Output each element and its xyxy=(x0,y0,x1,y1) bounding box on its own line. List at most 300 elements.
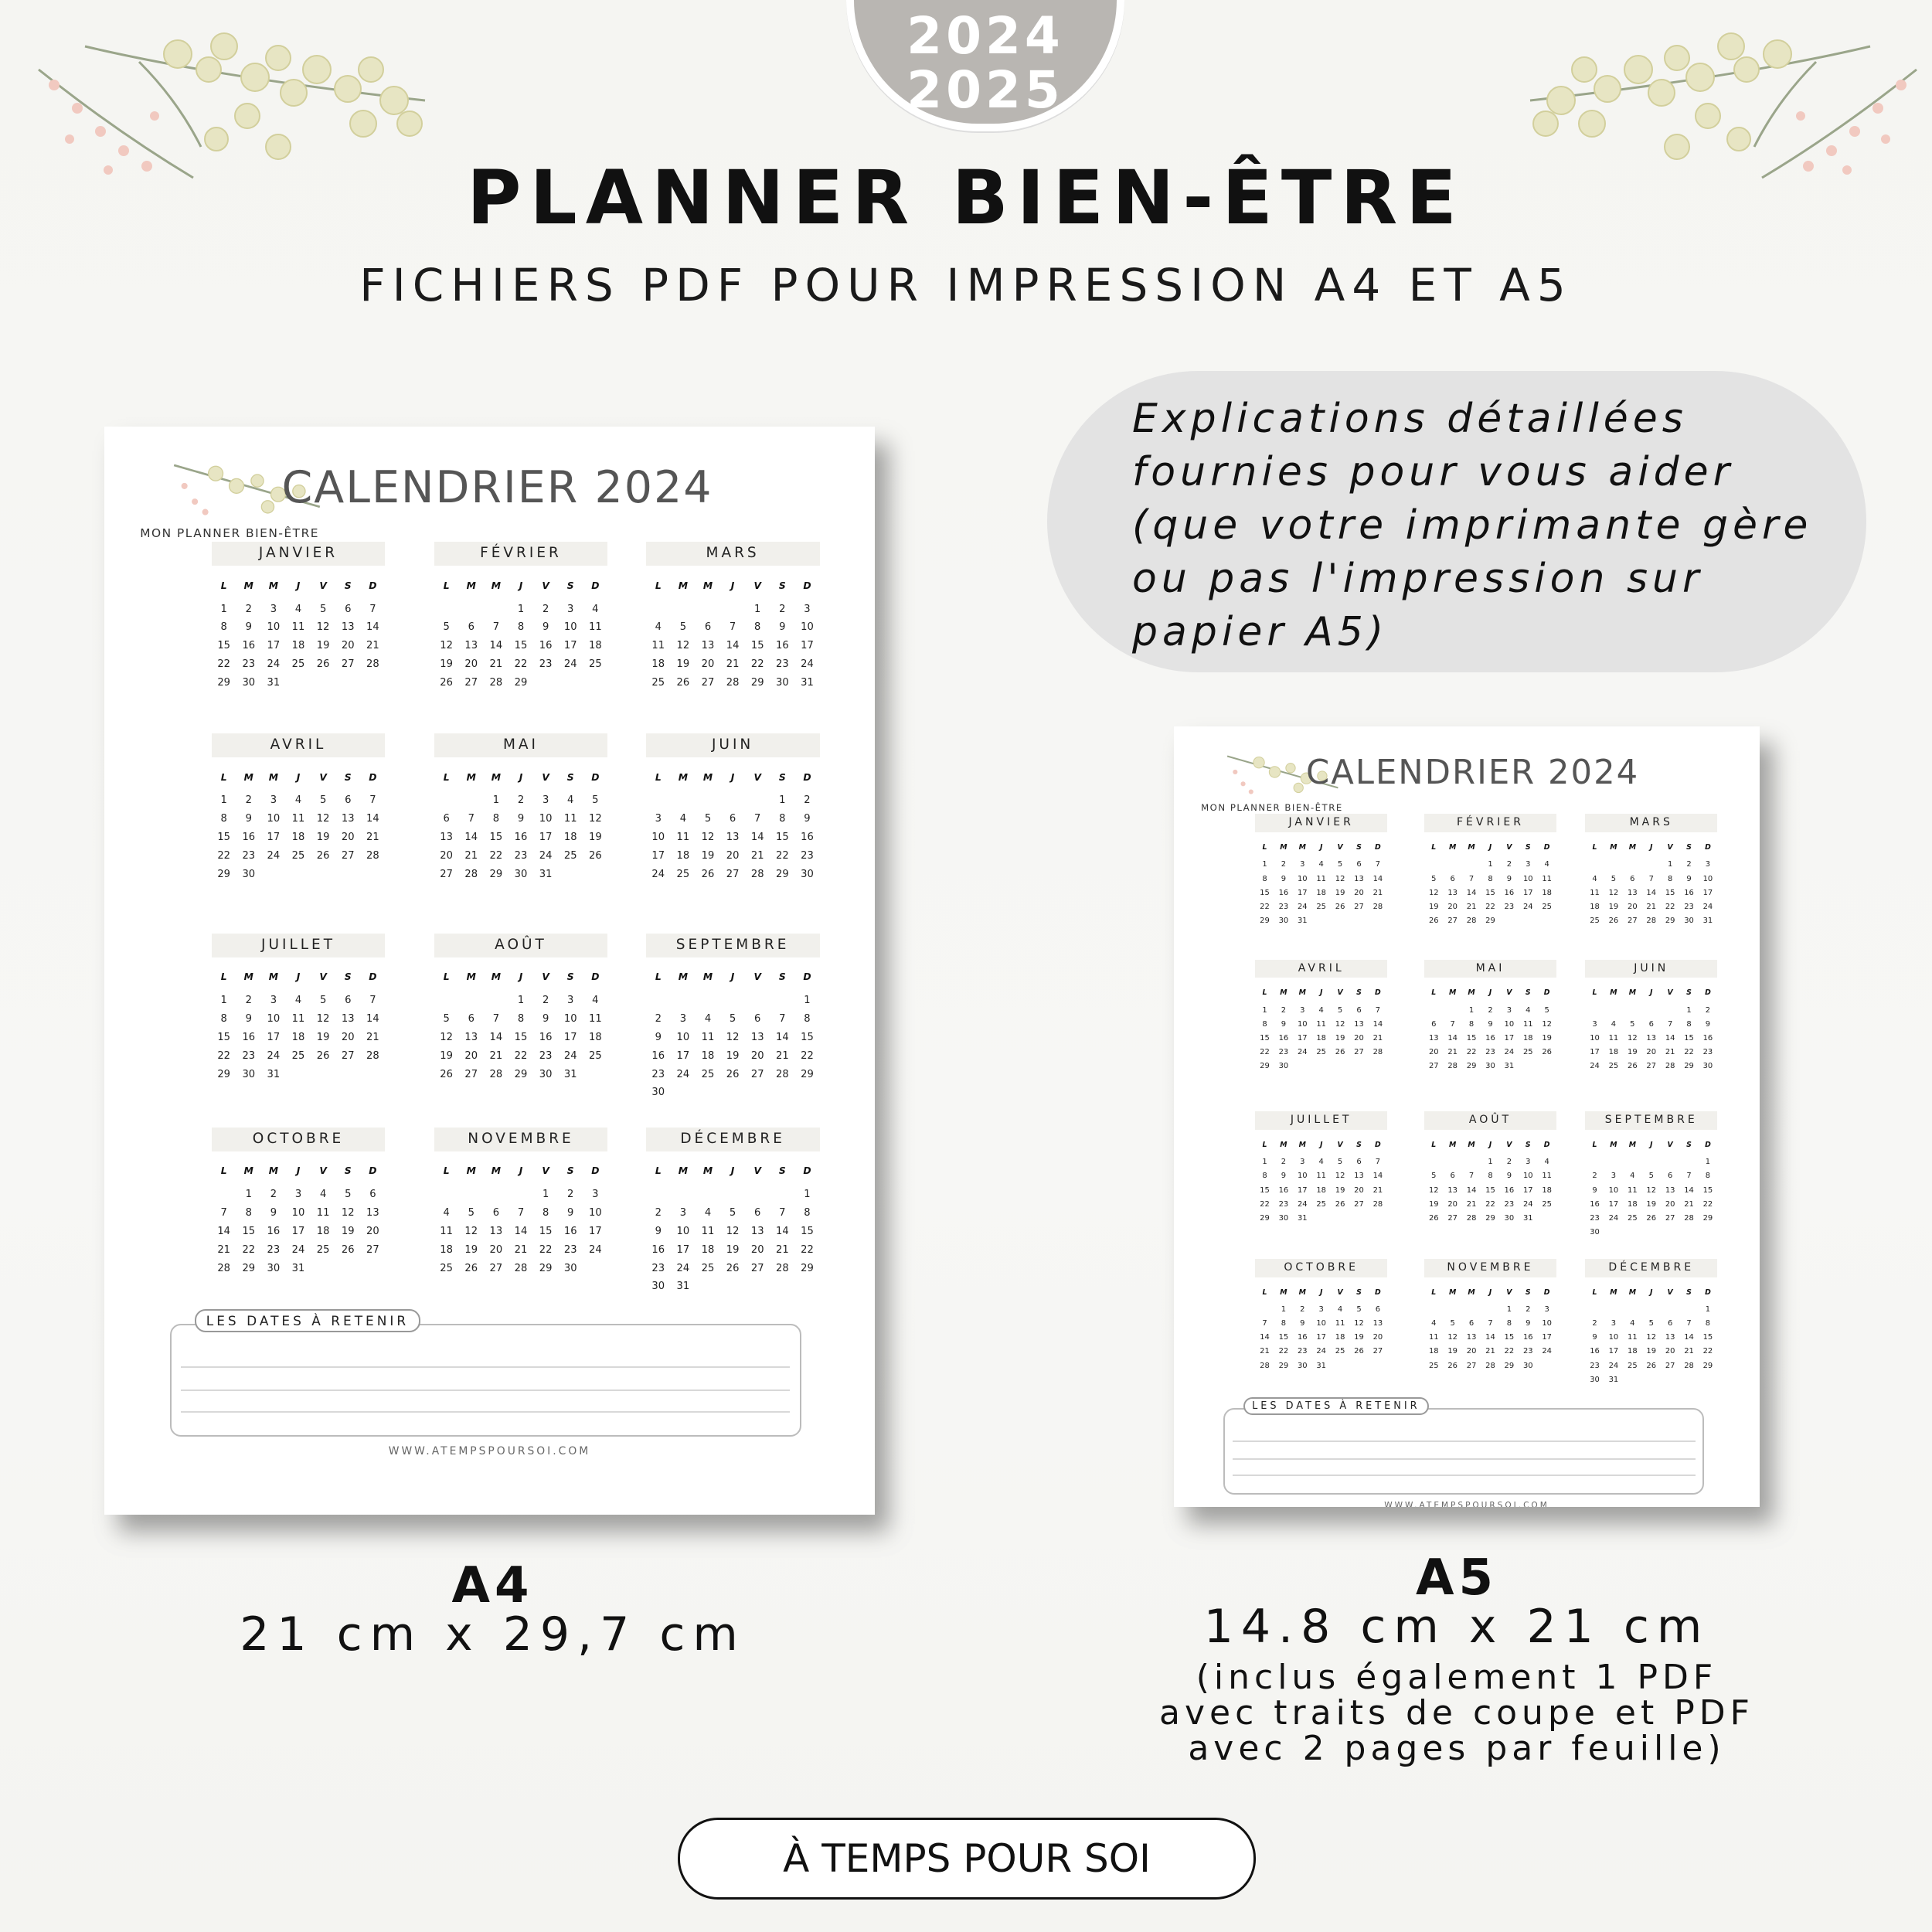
day-cell: 20 xyxy=(1354,1185,1364,1195)
weekday-label: D xyxy=(369,771,377,783)
day-cell: 7 xyxy=(1667,1019,1673,1029)
day-cell: 2 xyxy=(1488,1005,1493,1015)
day-cell: 20 xyxy=(341,1031,355,1043)
day-cell: 4 xyxy=(294,995,302,1007)
weekday-label: V xyxy=(1667,1140,1673,1149)
weekday-label: J xyxy=(1650,988,1653,998)
day-cell: 8 xyxy=(492,813,500,825)
weekday-row xyxy=(212,772,386,783)
day-cell xyxy=(1481,1304,1499,1316)
day-cell: 15 xyxy=(514,640,528,652)
weekday-label: M xyxy=(1610,1140,1617,1149)
callout-text xyxy=(1132,393,1843,659)
day-cell: 25 xyxy=(440,1262,453,1274)
day-cell: 20 xyxy=(1466,1347,1477,1356)
day-cell: 3 xyxy=(1300,1158,1305,1167)
day-cell: 23 xyxy=(539,1049,553,1062)
day-cell: 21 xyxy=(489,658,503,671)
day-cell: 7 xyxy=(1375,1005,1381,1015)
weekday-row xyxy=(1585,1141,1717,1149)
day-cell: 29 xyxy=(1684,1062,1694,1071)
day-cell: 11 xyxy=(316,1207,330,1219)
day-cell: 2 xyxy=(655,1207,662,1219)
notes-line xyxy=(1233,1440,1696,1442)
weekday-label: D xyxy=(1375,1140,1381,1149)
day-cell: 25 xyxy=(701,1068,715,1080)
day-cell: 17 xyxy=(267,832,281,844)
day-cell xyxy=(434,793,459,808)
weekday-label: M xyxy=(491,971,501,983)
week-row xyxy=(212,811,386,826)
day-cell: 1 xyxy=(517,995,525,1007)
weekday-label: V xyxy=(319,971,327,983)
day-cell: 24 xyxy=(801,658,814,671)
day-cell: 29 xyxy=(242,1262,256,1274)
day-cell xyxy=(1537,1061,1556,1073)
day-cell: 9 xyxy=(1300,1319,1305,1328)
day-cell xyxy=(1537,1361,1556,1372)
day-cell: 15 xyxy=(489,832,503,844)
day-cell: 15 xyxy=(1702,1185,1713,1195)
day-cell: 17 xyxy=(651,850,665,862)
day-cell: 15 xyxy=(514,1031,528,1043)
weekday-label: J xyxy=(730,1165,735,1177)
day-cell: 21 xyxy=(366,1031,379,1043)
day-cell xyxy=(558,867,583,882)
day-cell: 14 xyxy=(1372,874,1383,883)
day-cell: 5 xyxy=(1544,1005,1549,1015)
day-cell: 13 xyxy=(341,1013,355,1026)
week-row xyxy=(1255,1033,1387,1045)
a5-note-line: (inclus également 1 PDF xyxy=(1196,1658,1718,1697)
day-cell xyxy=(1642,859,1661,871)
day-cell: 17 xyxy=(676,1243,690,1256)
day-cell: 19 xyxy=(1542,1034,1552,1043)
weekday-label: J xyxy=(730,580,735,591)
day-cell xyxy=(696,1085,720,1100)
day-cell: 24 xyxy=(589,1243,602,1256)
day-cell: 5 xyxy=(443,621,450,634)
day-cell: 21 xyxy=(1485,1347,1495,1356)
day-cell: 24 xyxy=(651,868,665,880)
weekday-label: D xyxy=(803,1165,811,1177)
day-cell: 14 xyxy=(514,1225,528,1237)
day-cell: 14 xyxy=(1684,1333,1694,1342)
day-cell: 7 xyxy=(1468,1172,1475,1181)
day-cell: 17 xyxy=(1590,1048,1600,1057)
day-cell xyxy=(1349,1213,1368,1225)
day-cell: 12 xyxy=(440,1031,453,1043)
day-cell: 28 xyxy=(489,676,503,689)
day-cell: 31 xyxy=(539,868,553,880)
weekday-label: J xyxy=(296,580,301,591)
day-cell: 31 xyxy=(1504,1062,1515,1071)
day-cell: 27 xyxy=(726,868,740,880)
month-name: JANVIER xyxy=(212,542,386,566)
day-cell: 27 xyxy=(440,868,453,880)
week-row xyxy=(1585,1346,1717,1358)
day-cell: 10 xyxy=(1608,1185,1619,1195)
day-cell: 6 xyxy=(1468,1319,1475,1328)
weekday-label: V xyxy=(542,771,549,783)
day-cell: 20 xyxy=(1447,1199,1458,1209)
day-cell xyxy=(770,1085,794,1100)
day-cell: 14 xyxy=(366,813,379,825)
day-cell: 25 xyxy=(1542,1199,1552,1209)
day-cell: 25 xyxy=(1335,1347,1345,1356)
day-cell: 6 xyxy=(754,1207,761,1219)
day-cell: 10 xyxy=(1542,1319,1552,1328)
weekday-label: J xyxy=(1319,842,1323,852)
day-cell: 13 xyxy=(1646,1034,1657,1043)
shop-name-button[interactable]: À TEMPS POUR SOI xyxy=(678,1818,1256,1900)
day-cell: 9 xyxy=(1592,1185,1597,1195)
day-cell: 25 xyxy=(291,1049,305,1062)
week-row xyxy=(646,1224,820,1239)
calendar-month xyxy=(1424,814,1556,927)
day-cell: 10 xyxy=(801,621,814,634)
day-cell: 25 xyxy=(676,868,690,880)
day-cell: 22 xyxy=(539,1243,553,1256)
day-cell: 21 xyxy=(366,640,379,652)
day-cell: 5 xyxy=(1630,1019,1635,1029)
week-row xyxy=(1585,1061,1717,1073)
day-cell: 25 xyxy=(291,658,305,671)
day-cell xyxy=(1642,1005,1661,1017)
calendar-month xyxy=(1585,814,1717,927)
day-cell: 5 xyxy=(1337,860,1343,869)
calendar-month xyxy=(1255,1111,1387,1224)
day-cell: 3 xyxy=(270,995,277,1007)
day-cell: 11 xyxy=(1316,1019,1327,1029)
day-cell: 19 xyxy=(1335,1034,1345,1043)
weekday-label: V xyxy=(1337,988,1343,998)
day-cell: 30 xyxy=(242,1068,256,1080)
week-row xyxy=(212,1012,386,1026)
day-cell: 11 xyxy=(1316,1172,1327,1181)
weekday-label: M xyxy=(678,771,688,783)
calendar-title: CALENDRIER 2024 xyxy=(1306,753,1640,793)
day-cell: 26 xyxy=(1428,916,1439,925)
day-cell: 20 xyxy=(341,640,355,652)
day-cell: 20 xyxy=(1646,1048,1657,1057)
day-cell: 6 xyxy=(704,621,712,634)
day-cell: 15 xyxy=(1665,888,1675,897)
day-cell xyxy=(1443,1157,1461,1168)
day-cell: 23 xyxy=(1278,1048,1289,1057)
weekday-label: M xyxy=(491,1165,501,1177)
day-cell: 16 xyxy=(1522,1333,1533,1342)
week-row xyxy=(434,1243,608,1257)
day-cell: 30 xyxy=(651,1281,665,1293)
day-cell xyxy=(671,1085,696,1100)
week-row xyxy=(646,1085,820,1100)
day-cell: 15 xyxy=(1466,1034,1477,1043)
day-cell: 30 xyxy=(242,676,256,689)
day-cell: 28 xyxy=(776,1068,789,1080)
day-cell: 15 xyxy=(1260,888,1270,897)
week-row xyxy=(646,1243,820,1257)
week-row xyxy=(434,1224,608,1239)
day-cell: 10 xyxy=(1522,874,1533,883)
day-cell: 5 xyxy=(319,995,327,1007)
day-cell xyxy=(335,867,360,882)
day-cell: 22 xyxy=(217,850,230,862)
day-cell xyxy=(1331,1061,1349,1073)
day-cell: 24 xyxy=(1702,902,1713,911)
day-cell: 6 xyxy=(468,621,474,634)
day-cell: 15 xyxy=(1504,1333,1515,1342)
day-cell: 22 xyxy=(1485,902,1495,911)
day-cell xyxy=(720,793,745,808)
day-cell: 17 xyxy=(1702,888,1713,897)
day-cell: 20 xyxy=(464,658,478,671)
day-cell: 26 xyxy=(341,1243,355,1256)
day-cell: 8 xyxy=(1468,1019,1475,1029)
week-row xyxy=(1585,1185,1717,1197)
day-cell: 26 xyxy=(1646,1361,1657,1370)
day-cell: 13 xyxy=(464,1031,478,1043)
day-cell xyxy=(1331,1361,1349,1372)
week-row xyxy=(1585,1019,1717,1031)
day-cell: 6 xyxy=(492,1207,500,1219)
day-cell: 14 xyxy=(366,1013,379,1026)
weekday-row xyxy=(646,772,820,783)
weekday-label: D xyxy=(1543,1287,1550,1297)
week-row xyxy=(212,675,386,690)
week-row xyxy=(1424,1005,1556,1017)
day-cell: 7 xyxy=(468,813,474,825)
day-cell: 17 xyxy=(539,832,553,844)
weekday-label: D xyxy=(1543,842,1550,852)
day-cell: 16 xyxy=(563,1225,577,1237)
a5-format-name: A5 xyxy=(1415,1549,1498,1607)
day-cell xyxy=(646,602,671,617)
day-cell: 9 xyxy=(542,1013,549,1026)
a4-dimensions: 21 cm x 29,7 cm xyxy=(240,1607,746,1662)
week-row xyxy=(646,811,820,826)
day-cell: 9 xyxy=(1488,1019,1493,1029)
week-row xyxy=(1255,1185,1387,1197)
week-row xyxy=(1424,1033,1556,1045)
day-cell: 20 xyxy=(464,1049,478,1062)
day-cell: 14 xyxy=(1646,888,1657,897)
day-cell: 8 xyxy=(1262,874,1267,883)
day-cell: 15 xyxy=(776,832,789,844)
weekday-label: J xyxy=(519,580,523,591)
weekday-label: M xyxy=(678,971,688,983)
day-cell: 7 xyxy=(779,1013,786,1026)
day-cell: 10 xyxy=(1504,1019,1515,1029)
day-cell: 8 xyxy=(517,621,525,634)
day-cell: 18 xyxy=(1608,1048,1619,1057)
day-cell xyxy=(1424,1005,1443,1017)
day-cell: 14 xyxy=(489,640,503,652)
day-cell: 4 xyxy=(679,813,687,825)
week-row xyxy=(646,1261,820,1276)
weekday-label: D xyxy=(369,971,377,983)
day-cell: 13 xyxy=(1466,1333,1477,1342)
day-cell: 21 xyxy=(1665,1048,1675,1057)
day-cell: 9 xyxy=(270,1207,277,1219)
day-cell: 4 xyxy=(294,603,302,615)
day-cell: 11 xyxy=(563,813,577,825)
week-row xyxy=(1585,874,1717,886)
day-cell: 21 xyxy=(776,1243,789,1256)
weekday-label: M xyxy=(243,771,253,783)
day-cell: 17 xyxy=(1522,1185,1533,1195)
week-row xyxy=(1424,1061,1556,1073)
weekday-label: M xyxy=(702,771,713,783)
day-cell: 1 xyxy=(804,1189,811,1201)
day-cell: 17 xyxy=(1297,888,1308,897)
day-cell xyxy=(1519,1061,1537,1073)
day-cell: 1 xyxy=(1262,860,1267,869)
day-cell xyxy=(1623,1304,1641,1316)
day-cell xyxy=(1661,1375,1679,1386)
weekday-label: M xyxy=(268,971,279,983)
day-cell: 21 xyxy=(726,658,740,671)
day-cell: 14 xyxy=(217,1225,230,1237)
day-cell: 10 xyxy=(539,813,553,825)
day-cell: 14 xyxy=(776,1225,789,1237)
day-cell: 30 xyxy=(242,868,256,880)
day-cell: 30 xyxy=(1590,1227,1600,1236)
day-cell: 11 xyxy=(676,832,690,844)
week-row xyxy=(646,830,820,845)
day-cell: 20 xyxy=(1428,1048,1439,1057)
day-cell xyxy=(286,867,311,882)
day-cell: 17 xyxy=(1522,888,1533,897)
day-cell: 17 xyxy=(291,1225,305,1237)
weekday-label: J xyxy=(1488,988,1492,998)
day-cell: 12 xyxy=(464,1225,478,1237)
week-row xyxy=(1255,888,1387,900)
weekday-label: L xyxy=(443,771,450,783)
day-cell: 5 xyxy=(1337,1158,1343,1167)
day-cell: 31 xyxy=(267,676,281,689)
week-row xyxy=(434,1187,608,1202)
weekday-label: M xyxy=(678,580,688,591)
weekday-label: S xyxy=(1525,988,1531,998)
day-cell: 2 xyxy=(655,1013,662,1026)
weekday-label: M xyxy=(1628,1140,1636,1149)
day-cell: 14 xyxy=(1684,1185,1694,1195)
day-cell: 15 xyxy=(539,1225,553,1237)
day-cell: 2 xyxy=(542,995,549,1007)
day-cell: 10 xyxy=(1702,874,1713,883)
day-cell: 1 xyxy=(1705,1305,1711,1315)
day-cell xyxy=(1604,1304,1623,1316)
day-cell: 2 xyxy=(779,603,786,615)
day-cell: 20 xyxy=(701,658,715,671)
weekday-label: L xyxy=(1592,988,1597,998)
day-cell: 26 xyxy=(316,658,330,671)
day-cell: 16 xyxy=(651,1243,665,1256)
calendar-month xyxy=(212,934,386,1082)
weekday-label: S xyxy=(344,771,352,783)
day-cell: 15 xyxy=(217,1031,230,1043)
weekday-label: J xyxy=(519,971,523,983)
weekday-label: M xyxy=(678,1165,688,1177)
day-cell: 26 xyxy=(726,1262,740,1274)
day-cell: 28 xyxy=(1466,916,1477,925)
day-cell: 25 xyxy=(291,850,305,862)
day-cell: 4 xyxy=(1592,874,1597,883)
day-cell: 1 xyxy=(220,995,227,1007)
weekday-label: L xyxy=(443,580,450,591)
month-name: FÉVRIER xyxy=(434,542,608,566)
day-cell: 13 xyxy=(489,1225,503,1237)
day-cell xyxy=(1424,859,1443,871)
calendar-month xyxy=(1585,1111,1717,1238)
day-cell: 4 xyxy=(1544,1158,1549,1167)
day-cell: 11 xyxy=(1542,1172,1552,1181)
day-cell: 30 xyxy=(651,1087,665,1099)
notes-line xyxy=(181,1366,790,1368)
year-badge xyxy=(846,0,1124,131)
day-cell: 20 xyxy=(1665,1347,1675,1356)
weekday-label: L xyxy=(220,580,227,591)
week-row xyxy=(1424,1361,1556,1372)
day-cell: 4 xyxy=(1544,860,1549,869)
day-cell xyxy=(1349,1061,1368,1073)
day-cell: 21 xyxy=(1646,902,1657,911)
day-cell: 6 xyxy=(468,1013,474,1026)
day-cell xyxy=(794,1279,819,1294)
day-cell: 13 xyxy=(1447,888,1458,897)
weekday-label: M xyxy=(1449,842,1457,852)
weekday-label: V xyxy=(753,971,761,983)
day-cell: 13 xyxy=(1354,874,1364,883)
weekday-label: L xyxy=(1592,842,1597,852)
day-cell: 17 xyxy=(1297,1185,1308,1195)
day-cell: 12 xyxy=(1335,874,1345,883)
day-cell: 22 xyxy=(1665,902,1675,911)
day-cell: 4 xyxy=(319,1189,327,1201)
weekday-label: V xyxy=(542,1165,549,1177)
day-cell: 3 xyxy=(1300,860,1305,869)
week-row xyxy=(1255,902,1387,913)
weekday-row xyxy=(212,1165,386,1176)
day-cell: 16 xyxy=(1684,888,1694,897)
weekday-label: V xyxy=(1506,1287,1512,1297)
day-cell: 26 xyxy=(440,1068,453,1080)
day-cell: 21 xyxy=(1684,1347,1694,1356)
day-cell: 6 xyxy=(1450,874,1455,883)
day-cell: 26 xyxy=(676,676,690,689)
day-cell: 27 xyxy=(366,1243,379,1256)
week-row xyxy=(1585,1213,1717,1225)
day-cell: 2 xyxy=(1281,1158,1287,1167)
day-cell xyxy=(360,1067,385,1082)
day-cell: 5 xyxy=(1356,1305,1362,1315)
month-name: JANVIER xyxy=(1255,814,1387,832)
day-cell: 29 xyxy=(1260,1213,1270,1223)
day-cell xyxy=(1604,859,1623,871)
day-cell xyxy=(745,1085,770,1100)
day-cell: 20 xyxy=(489,1243,503,1256)
day-cell: 4 xyxy=(1630,1172,1635,1181)
day-cell: 25 xyxy=(1628,1361,1638,1370)
weekday-label: M xyxy=(1628,842,1636,852)
day-cell: 14 xyxy=(726,640,740,652)
day-cell xyxy=(671,1187,696,1202)
day-cell: 16 xyxy=(514,832,528,844)
weekday-row xyxy=(1255,1288,1387,1297)
day-cell: 7 xyxy=(1375,860,1381,869)
day-cell: 24 xyxy=(267,658,281,671)
